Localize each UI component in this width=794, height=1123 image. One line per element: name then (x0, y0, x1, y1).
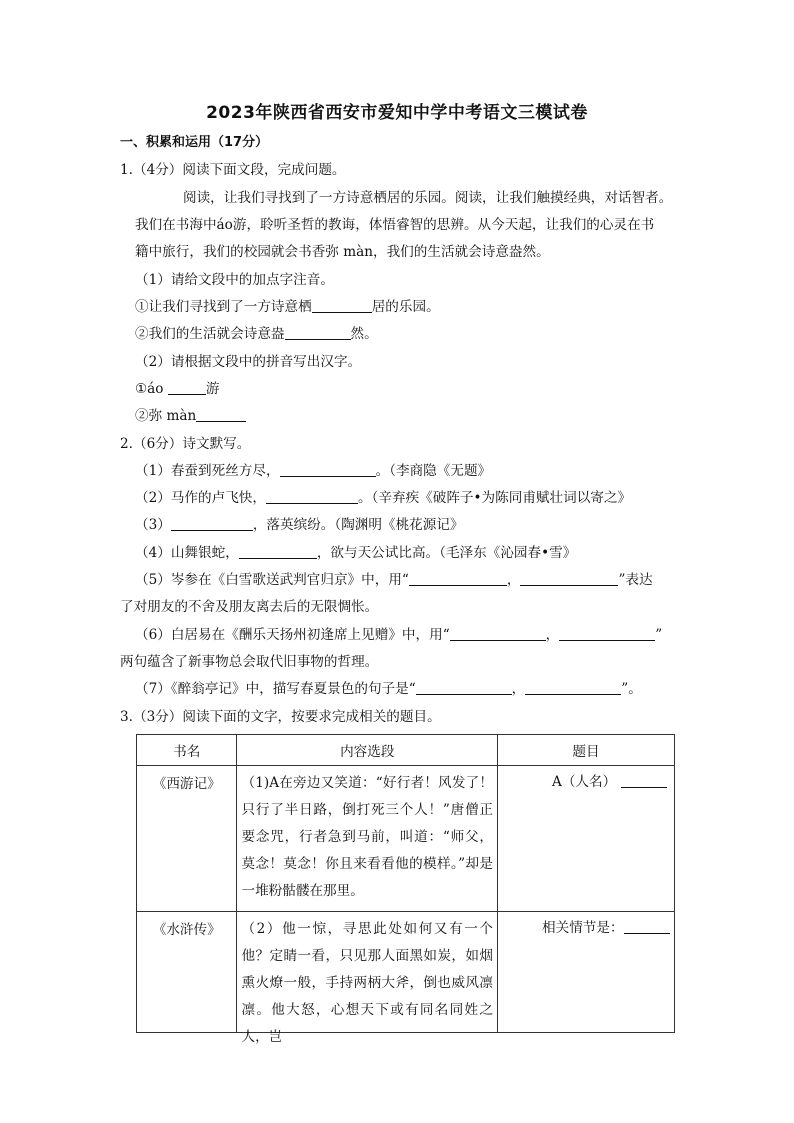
q1-item1b-text: ②我们的生活就会诗意盎 (135, 326, 285, 342)
q1-item2b (135, 407, 246, 425)
q2-line-3-pre: （3） (135, 517, 171, 533)
q1-item1a-text: ①让我们寻找到了一方诗意栖 (135, 299, 312, 315)
content-excerpt: （1)A在旁边又笑道：“好行者！风发了！只行了半日路，倒打死三个人！”唐僧正要念咒，行者急到马前，叫道：“师父，莫念！莫念！你且来看看他的模样。”却是一堆粉骷髅在那里。 (241, 775, 494, 899)
q2-line-6-pre: （6）白居易在《酬乐天扬州初逢席上见赠》中，用“ (135, 627, 450, 643)
answer-blank[interactable] (239, 544, 317, 559)
book-name: 《西游记》 (152, 776, 221, 792)
q2-line-2-pre: （2）马作的卢飞快， (135, 490, 266, 506)
answer-blank[interactable] (168, 380, 206, 395)
q2-line-2 (135, 489, 631, 507)
answer-blank[interactable] (450, 626, 546, 641)
section-heading: 一、积累和运用（17分） (120, 135, 269, 150)
answer-blank[interactable] (196, 407, 246, 422)
answer-blank[interactable] (624, 919, 670, 934)
q2-line-7 (135, 680, 642, 698)
q2-line-7-pre: （7）《醉翁亭记》中，描写春夏景色的句子是“ (135, 681, 416, 697)
q2-line-4 (135, 544, 576, 562)
header-content: 内容选段 (237, 735, 498, 766)
q2-line-4-post: ，欲与天公试比高。（毛泽东《沁园春•雪》 (316, 545, 577, 561)
q2-line-7-mid: ， (511, 681, 526, 697)
answer-blank[interactable] (525, 680, 621, 695)
q2-line-1-pre: （1）春蚕到死丝方尽， (135, 463, 280, 479)
q2-line-3 (135, 516, 464, 534)
passage-line-2: 我们在书海中áo游，聆听圣哲的教诲，体悟睿智的思辨。从今天起，让我们的心灵在书 (135, 217, 655, 233)
answer-blank[interactable] (285, 325, 351, 340)
question-cell (498, 766, 674, 792)
answer-blank[interactable] (621, 773, 667, 788)
answer-blank[interactable] (280, 462, 376, 477)
answer-blank[interactable] (171, 516, 253, 531)
q2-line-1 (135, 462, 491, 480)
q2-line-6-post: ” (655, 627, 663, 643)
reading-table (136, 734, 675, 1045)
q1-item2a (135, 380, 219, 398)
header-book: 书名 (137, 735, 237, 766)
answer-blank[interactable] (559, 626, 655, 641)
q2-line-6-mid: ， (545, 627, 560, 643)
q1-item1b-text-end: 然。 (350, 326, 378, 342)
q1-item2a-text: ①áo (135, 381, 164, 397)
q1-item1b (135, 325, 378, 343)
answer-blank[interactable] (409, 571, 507, 586)
q1-sub2: （2）请根据文段中的拼音写出汉字。 (135, 354, 362, 370)
answer-blank[interactable] (520, 571, 618, 586)
q2-line-1-post: 。（李商隐《无题》 (375, 463, 492, 479)
q1-item2b-text: ②弥 màn (135, 408, 197, 424)
table-header-row (137, 735, 675, 766)
q2-line-2-post: 。（辛弃疾《破阵子•为陈同甫赋壮词以寄之》 (358, 490, 632, 506)
q2-line-4-pre: （4）山舞银蛇， (135, 545, 239, 561)
q2-line-5 (135, 571, 653, 589)
q1-sub1: （1）请给文段中的加点字注音。 (135, 272, 334, 288)
q1-item1a (135, 298, 440, 316)
question-1-head: 1.（4分）阅读下面文段，完成问题。 (120, 162, 346, 178)
answer-blank[interactable] (312, 298, 372, 313)
page-title: 2023年陕西省西安市爱知中学中考语文三模试卷 (206, 103, 588, 123)
answer-blank[interactable] (266, 489, 358, 504)
question-text: 相关情节是： (542, 920, 624, 936)
table-row (137, 912, 675, 1033)
question-text: A（人名） (552, 774, 617, 790)
content-excerpt: （2）他一惊，寻思此处如何又有一个他？定睛一看，只见那人面黑如炭，如烟熏火燎一般，手持两柄大斧，倒也威风凛凛。他大怒，心想天下或有同名同姓之人，岂 (241, 921, 494, 1045)
answer-blank[interactable] (416, 680, 512, 695)
passage-line-1: 阅读，让我们寻找到了一方诗意栖居的乐园。阅读，让我们触摸经典，对话智者。 (183, 190, 673, 206)
question-cell (498, 912, 674, 938)
question-2-head: 2.（6分）诗文默写。 (120, 436, 251, 452)
q2-line-3-post: ，落英缤纷。（陶渊明《桃花源记》 (252, 517, 464, 533)
q1-item1a-text-end: 居的乐园。 (371, 299, 440, 315)
table-row (137, 766, 675, 912)
q2-line-6 (135, 626, 662, 644)
q2-line-5-post: ”表达 (618, 572, 653, 588)
question-3-head: 3.（3分）阅读下面的文字，按要求完成相关的题目。 (120, 709, 441, 725)
book-name: 《水浒传》 (152, 922, 221, 938)
q2-line-6-cont: 两句蕴含了新事物总会取代旧事物的哲理。 (120, 654, 379, 670)
q2-line-5-mid: ， (506, 572, 521, 588)
q2-line-5-pre: （5）岑参在《白雪歌送武判官归京》中，用“ (135, 572, 409, 588)
q2-line-5-cont: 了对朋友的不舍及朋友离去后的无限惆怅。 (120, 599, 379, 615)
passage-line-3: 籍中旅行，我们的校园就会书香弥 màn，我们的生活就会诗意盎然。 (135, 244, 550, 260)
header-question: 题目 (498, 735, 675, 766)
q2-line-7-post: ”。 (621, 681, 642, 697)
q1-item2a-text-end: 游 (205, 381, 220, 397)
